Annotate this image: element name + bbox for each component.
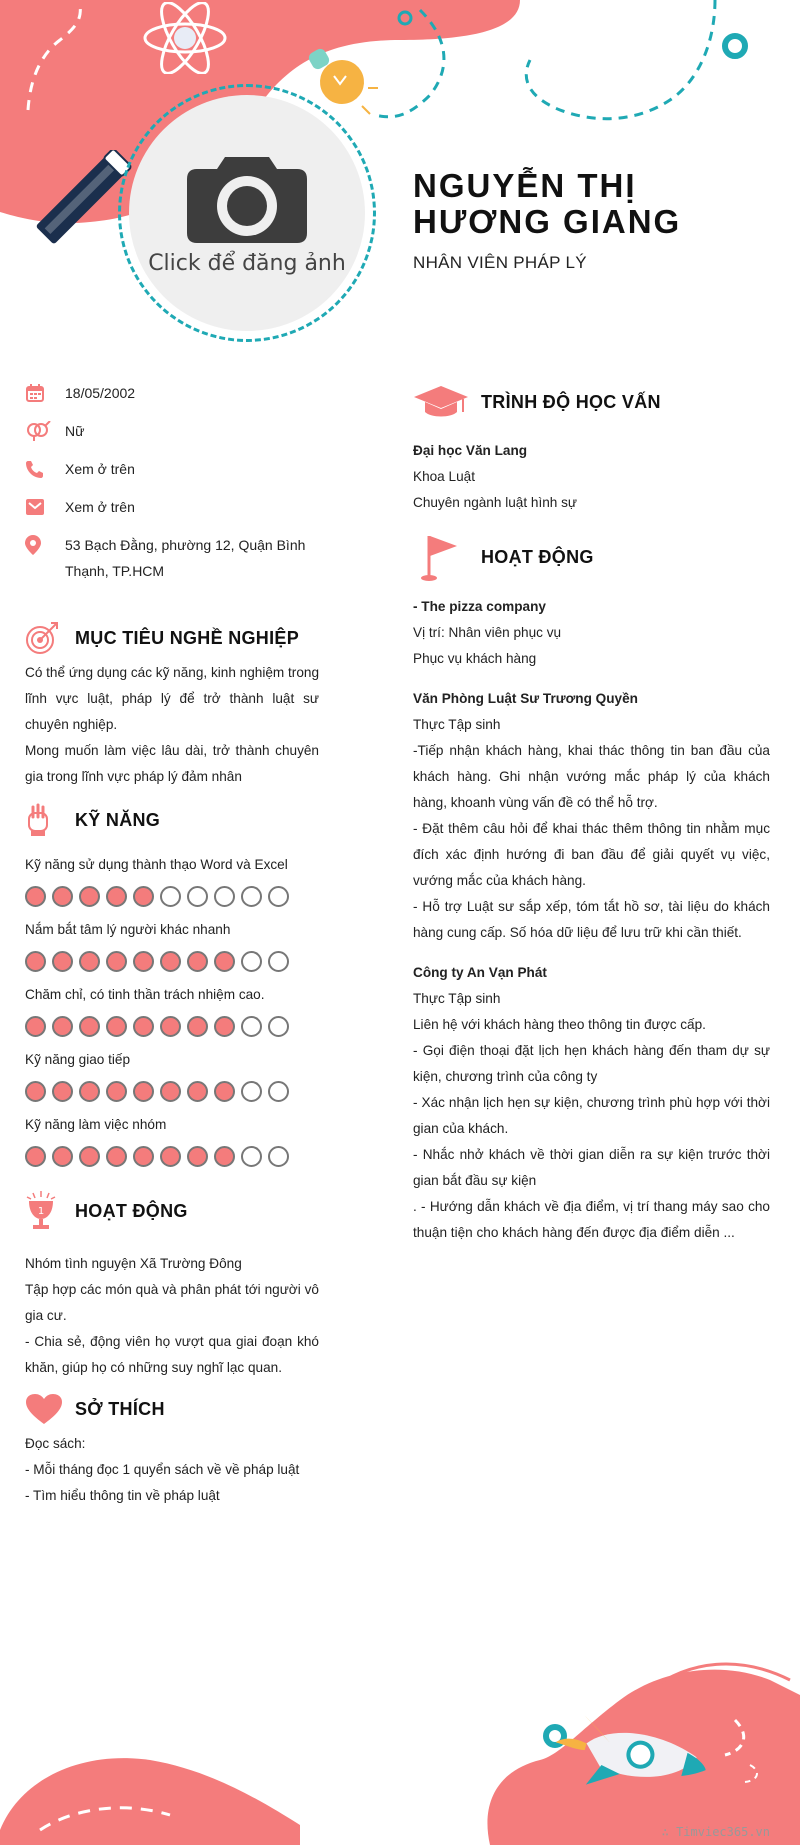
rating-dot-filled: [187, 1146, 208, 1167]
objective-heading: [25, 616, 319, 660]
rating-dot-filled: [25, 951, 46, 972]
mail-icon: [25, 498, 45, 516]
atom-icon: [140, 2, 230, 74]
rating-dot-filled: [187, 1081, 208, 1102]
phone-value: Xem ở trên: [65, 461, 135, 477]
rating-dot-empty: [241, 1016, 262, 1037]
activity-line: -Tiếp nhận khách hàng, khai thác thông tin ban đầu của khách hàng. Ghi nhận vướng mắc pháp lý của khách hàng, khoanh vùng vấn đề có thể hỗ trợ.: [413, 743, 770, 810]
skill-item: [25, 917, 319, 972]
hobbies-title: SỞ THÍCH: [75, 1398, 165, 1419]
skills-title: KỸ NĂNG: [75, 809, 161, 830]
activity-entry: [413, 594, 770, 672]
gender-icon: [25, 421, 51, 441]
rating-dot-empty: [241, 951, 262, 972]
skill-rating: [25, 1146, 319, 1167]
rating-dot-filled: [106, 1081, 127, 1102]
contact-email: [25, 494, 319, 520]
education-heading: [413, 380, 770, 424]
volunteer-line: Tập hợp các món quà và phân phát tới người vô gia cư.: [25, 1282, 319, 1323]
trophy-icon: [25, 1189, 57, 1233]
education-faculty: Khoa Luật: [413, 469, 475, 484]
skills-heading: [25, 798, 319, 842]
activity-line: . - Hướng dẫn khách về địa điểm, vị trí thang máy sao cho thuận tiện cho khách hàng đến được địa điểm diễn ...: [413, 1199, 770, 1240]
rating-dot-filled: [25, 1081, 46, 1102]
job-title: NHÂN VIÊN PHÁP LÝ: [413, 253, 587, 272]
svg-text:1: 1: [37, 1206, 45, 1217]
skill-rating: [25, 1081, 319, 1102]
contact-birthday: [25, 380, 319, 406]
activity-role: Vị trí: Nhân viên phục vụ: [413, 625, 562, 640]
rating-dot-empty: [241, 1081, 262, 1102]
rating-dot-filled: [160, 1146, 181, 1167]
activity-line: Liên hệ với khách hàng theo thông tin được cấp.: [413, 1017, 706, 1032]
photo-upload[interactable]: [129, 95, 365, 331]
rating-dot-filled: [25, 1016, 46, 1037]
activities-title: HOẠT ĐỘNG: [481, 546, 594, 567]
right-column: [413, 380, 770, 1260]
education-title: TRÌNH ĐỘ HỌC VẤN: [481, 391, 661, 412]
objective-text: [25, 660, 319, 790]
skill-rating: [25, 886, 319, 907]
rating-dot-filled: [79, 1081, 100, 1102]
hobbies-heading: [25, 1387, 319, 1431]
rating-dot-filled: [25, 1146, 46, 1167]
rating-dot-filled: [52, 1016, 73, 1037]
volunteer-heading: [25, 1189, 319, 1233]
rating-dot-filled: [133, 1146, 154, 1167]
rating-dot-empty: [268, 1081, 289, 1102]
activity-entry: [413, 686, 770, 946]
activity-line: - Đặt thêm câu hỏi để khai thác thêm thông tin nhằm mục đích xác định hướng đi ban đầu để giải quyết vụ việc, vướng mắc của khách hàng.: [413, 821, 770, 888]
birthday-value: 18/05/2002: [65, 385, 136, 401]
volunteer-title: HOẠT ĐỘNG: [75, 1200, 188, 1221]
activity-org: - The pizza company: [413, 599, 546, 614]
skill-rating: [25, 951, 319, 972]
rating-dot-filled: [106, 886, 127, 907]
rating-dot-filled: [133, 1016, 154, 1037]
rating-dot-filled: [214, 951, 235, 972]
activity-line: - Nhắc nhở khách về thời gian diễn ra sự kiện trước thời gian bắt đầu sự kiện: [413, 1147, 770, 1188]
activity-role: Thực Tập sinh: [413, 991, 501, 1006]
flag-icon: [413, 532, 459, 582]
skill-name: Chăm chỉ, có tinh thần trách nhiệm cao.: [25, 987, 265, 1002]
rating-dot-filled: [187, 951, 208, 972]
rating-dot-filled: [79, 951, 100, 972]
objective-line: Mong muốn làm việc lâu dài, trở thành chuyên gia trong lĩnh vực pháp lý đảm nhân: [25, 743, 319, 784]
calendar-icon: [25, 383, 45, 403]
activity-line: - Gọi điện thoại đặt lịch hẹn khách hàng đến tham dự sự kiện, chương trình của công ty: [413, 1043, 770, 1084]
skills-list: [25, 852, 319, 1167]
watermark: ∴ Timviec365.vn: [661, 1825, 770, 1839]
contact-phone: [25, 456, 319, 482]
rating-dot-empty: [268, 1016, 289, 1037]
phone-icon: [25, 460, 43, 478]
rating-dot-filled: [79, 886, 100, 907]
skill-item: [25, 982, 319, 1037]
rating-dot-filled: [160, 951, 181, 972]
activity-entry: [413, 960, 770, 1246]
rating-dot-empty: [268, 1146, 289, 1167]
education-school: Đại học Văn Lang: [413, 443, 528, 458]
activity-line: Phục vụ khách hàng: [413, 651, 537, 666]
rating-dot-filled: [133, 1081, 154, 1102]
location-icon: [25, 535, 41, 555]
email-value: Xem ở trên: [65, 499, 135, 515]
skill-name: Kỹ năng giao tiếp: [25, 1052, 131, 1067]
heart-icon: [25, 1393, 63, 1425]
education-major: Chuyên ngành luật hình sự: [413, 495, 578, 510]
rating-dot-filled: [106, 1146, 127, 1167]
rating-dot-empty: [241, 886, 262, 907]
hobby-line: - Mỗi tháng đọc 1 quyển sách về về pháp luật: [25, 1462, 300, 1477]
activity-line: - Xác nhận lịch hẹn sự kiện, chương trình phù hợp với thời gian của khách.: [413, 1095, 770, 1136]
objective-title: MỤC TIÊU NGHỀ NGHIỆP: [75, 627, 300, 648]
skill-name: Kỹ năng sử dụng thành thạo Word và Excel: [25, 857, 288, 872]
rating-dot-empty: [187, 886, 208, 907]
rating-dot-filled: [52, 951, 73, 972]
rating-dot-filled: [214, 1016, 235, 1037]
fist-icon: [25, 803, 51, 837]
rating-dot-filled: [187, 1016, 208, 1037]
hobbies-text: [25, 1431, 319, 1509]
camera-icon: [187, 151, 307, 243]
contact-gender: [25, 418, 319, 444]
rating-dot-filled: [160, 1081, 181, 1102]
rating-dot-filled: [160, 1016, 181, 1037]
hobby-line: Đọc sách:: [25, 1436, 86, 1451]
rating-dot-filled: [106, 951, 127, 972]
objective-line: Có thể ứng dụng các kỹ năng, kinh nghiệm trong lĩnh vực luật, pháp lý để trở thành luật sư chuyên nghiệp.: [25, 665, 319, 732]
rating-dot-empty: [160, 886, 181, 907]
rating-dot-filled: [214, 1146, 235, 1167]
activity-org: Văn Phòng Luật Sư Trương Quyền: [413, 691, 638, 706]
skill-item: [25, 852, 319, 907]
photo-upload-label: Click để đăng ảnh: [148, 250, 346, 276]
activity-org: Công ty An Vạn Phát: [413, 965, 547, 980]
rating-dot-empty: [268, 886, 289, 907]
rating-dot-filled: [52, 886, 73, 907]
rating-dot-empty: [268, 951, 289, 972]
rating-dot-filled: [52, 1146, 73, 1167]
candidate-name: NGUYỄN THỊ HƯƠNG GIANG: [413, 167, 682, 240]
skill-name: Kỹ năng làm việc nhóm: [25, 1117, 167, 1132]
volunteer-text: [25, 1251, 319, 1381]
rating-dot-filled: [25, 886, 46, 907]
rating-dot-filled: [79, 1016, 100, 1037]
graduation-cap-icon: [413, 384, 469, 420]
activity-line: - Hỗ trợ Luật sư sắp xếp, tóm tắt hồ sơ, tài liệu do khách hàng cung cấp. Số hóa dữ liệu để lưu trữ khi cần thiết.: [413, 899, 770, 940]
address-value: 53 Bạch Đằng, phường 12, Quận Bình Thạnh, TP.HCM: [65, 537, 306, 579]
rating-dot-filled: [133, 951, 154, 972]
volunteer-line: Nhóm tình nguyện Xã Trường Đông: [25, 1256, 242, 1271]
rating-dot-empty: [214, 886, 235, 907]
photo-frame: [118, 84, 376, 342]
skill-name: Nắm bắt tâm lý người khác nhanh: [25, 922, 231, 937]
rating-dot-filled: [79, 1146, 100, 1167]
skill-item: [25, 1112, 319, 1167]
skill-rating: [25, 1016, 319, 1037]
rating-dot-filled: [214, 1081, 235, 1102]
volunteer-line: - Chia sẻ, động viên họ vượt qua giai đoạn khó khăn, giúp họ có những suy nghĩ lạc quan.: [25, 1334, 319, 1375]
hobby-line: - Tìm hiểu thông tin về pháp luật: [25, 1488, 220, 1503]
education-text: [413, 438, 770, 516]
activities-list: [413, 594, 770, 1246]
left-column: [25, 380, 319, 1509]
rocket-icon: [535, 1700, 715, 1810]
activity-role: Thực Tập sinh: [413, 717, 501, 732]
gender-value: Nữ: [65, 423, 85, 439]
target-icon: [25, 621, 59, 655]
rating-dot-empty: [241, 1146, 262, 1167]
contact-address: [25, 532, 319, 584]
activities-heading: [413, 530, 770, 584]
rating-dot-filled: [52, 1081, 73, 1102]
skill-item: [25, 1047, 319, 1102]
rating-dot-filled: [106, 1016, 127, 1037]
rating-dot-filled: [133, 886, 154, 907]
